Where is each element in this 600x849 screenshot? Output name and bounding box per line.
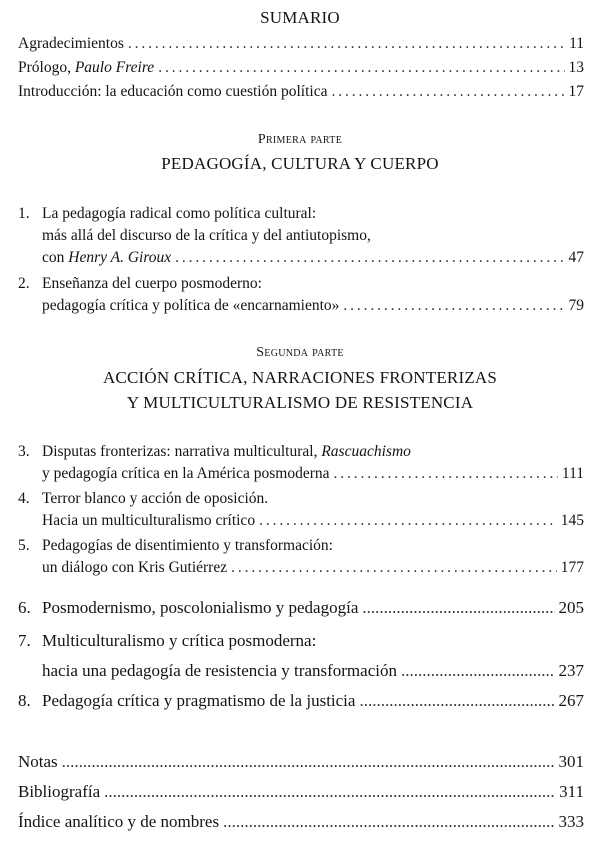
toc-entry-chapter-4[interactable] <box>42 510 584 532</box>
entry-title: Agradecimientos <box>18 35 124 52</box>
chapter-number: 5. <box>18 537 30 554</box>
leader-dots <box>104 780 555 803</box>
leader-dots <box>259 510 557 532</box>
toc-entry-chapter-1[interactable] <box>42 247 584 269</box>
leader-dots <box>231 557 557 579</box>
entry-page: 47 <box>568 249 584 266</box>
entry-title-prefix: Prólogo, <box>18 59 75 76</box>
entry-title: pedagogía crítica y política de «encarnamiento» <box>42 297 340 314</box>
entry-author: Paulo Freire <box>74 59 155 76</box>
entry-page: 205 <box>558 598 584 617</box>
leader-dots <box>331 81 564 103</box>
leader-dots <box>401 659 555 682</box>
chapter-number: 4. <box>18 490 30 507</box>
part-title: PEDAGOGÍA, CULTURA Y CUERPO <box>161 154 439 173</box>
chapter-title-line: Pedagogías de disentimiento y transformación: <box>42 537 333 554</box>
entry-title: Posmodernismo, poscolonialismo y pedagogía <box>42 598 359 617</box>
toc-entry-bibliografia[interactable] <box>18 780 584 803</box>
chapter-title-line <box>42 441 411 463</box>
chapter-title-line: Enseñanza del cuerpo posmoderno: <box>42 275 262 292</box>
page-title: SUMARIO <box>260 8 340 27</box>
entry-title: Hacia un multiculturalismo crítico <box>42 512 256 529</box>
chapter-number: 3. <box>18 443 30 460</box>
toc-entry-prologo[interactable] <box>18 57 584 79</box>
entry-title: Notas <box>18 752 58 771</box>
chapter-title-line: Multiculturalismo y crítica posmoderna: <box>42 631 317 650</box>
chapter-title-prefix: Disputas fronterizas: narrativa multicultural, <box>42 443 322 460</box>
leader-dots <box>175 247 564 269</box>
leader-dots <box>62 750 555 773</box>
toc-entry-indice[interactable] <box>18 810 584 833</box>
leader-dots <box>343 295 564 317</box>
entry-page: 267 <box>558 691 584 710</box>
toc-entry-chapter-8[interactable] <box>42 689 584 712</box>
entry-title-prefix: con <box>42 249 69 266</box>
entry-page: 145 <box>560 512 584 529</box>
leader-dots <box>128 33 565 55</box>
leader-dots <box>334 463 558 485</box>
chapter-title-line: Terror blanco y acción de oposición. <box>42 490 269 507</box>
entry-title: Índice analítico y de nombres <box>18 812 220 831</box>
chapter-number: 6. <box>18 598 31 617</box>
chapter-number: 7. <box>18 631 31 650</box>
chapter-title-italic: Rascuachismo <box>321 443 411 460</box>
leader-dots <box>223 810 554 833</box>
entry-page: 11 <box>569 35 584 52</box>
toc-entry-chapter-3[interactable] <box>42 463 584 485</box>
entry-page: 333 <box>558 812 584 831</box>
leader-dots <box>359 689 554 712</box>
entry-title: y pedagogía crítica en la América posmoderna <box>42 465 330 482</box>
toc-entry-chapter-7[interactable] <box>42 659 584 682</box>
entry-title <box>42 247 171 269</box>
leader-dots <box>362 596 554 619</box>
chapter-number: 1. <box>18 205 30 222</box>
part-label: Primera parte <box>257 132 343 147</box>
leader-dots <box>158 57 564 79</box>
entry-title: Pedagogía crítica y pragmatismo de la justicia <box>42 691 356 710</box>
toc-entry-chapter-5[interactable] <box>42 557 584 579</box>
entry-title: Bibliografía <box>18 782 101 801</box>
entry-page: 311 <box>559 782 584 801</box>
entry-page: 237 <box>558 661 584 680</box>
toc-entry-introduccion[interactable] <box>18 81 584 103</box>
entry-page: 79 <box>568 297 584 314</box>
toc-entry-chapter-6[interactable] <box>42 596 584 619</box>
entry-title <box>18 57 154 79</box>
chapter-number: 8. <box>18 691 31 710</box>
entry-page: 177 <box>560 559 584 576</box>
entry-title: hacia una pedagogía de resistencia y transformación <box>42 661 397 680</box>
entry-page: 111 <box>561 465 584 482</box>
entry-author: Henry A. Giroux <box>68 249 172 266</box>
chapter-number: 2. <box>18 275 30 292</box>
entry-page: 13 <box>568 59 584 76</box>
part-label: Segunda parte <box>256 345 344 360</box>
entry-title: un diálogo con Kris Gutiérrez <box>42 559 228 576</box>
entry-title: Introducción: la educación como cuestión política <box>18 83 328 100</box>
entry-page: 301 <box>558 752 584 771</box>
part-title-line-2: Y MULTICULTURALISMO DE RESISTENCIA <box>126 393 474 412</box>
chapter-title-line: más allá del discurso de la crítica y del antiutopismo, <box>42 227 371 244</box>
toc-entry-notas[interactable] <box>18 750 584 773</box>
toc-entry-chapter-2[interactable] <box>42 295 584 317</box>
entry-page: 17 <box>568 83 584 100</box>
part-title-line-1: ACCIÓN CRÍTICA, NARRACIONES FRONTERIZAS <box>102 368 498 387</box>
chapter-title-line: La pedagogía radical como política cultural: <box>42 205 317 222</box>
toc-entry-agradecimientos[interactable] <box>18 33 584 55</box>
